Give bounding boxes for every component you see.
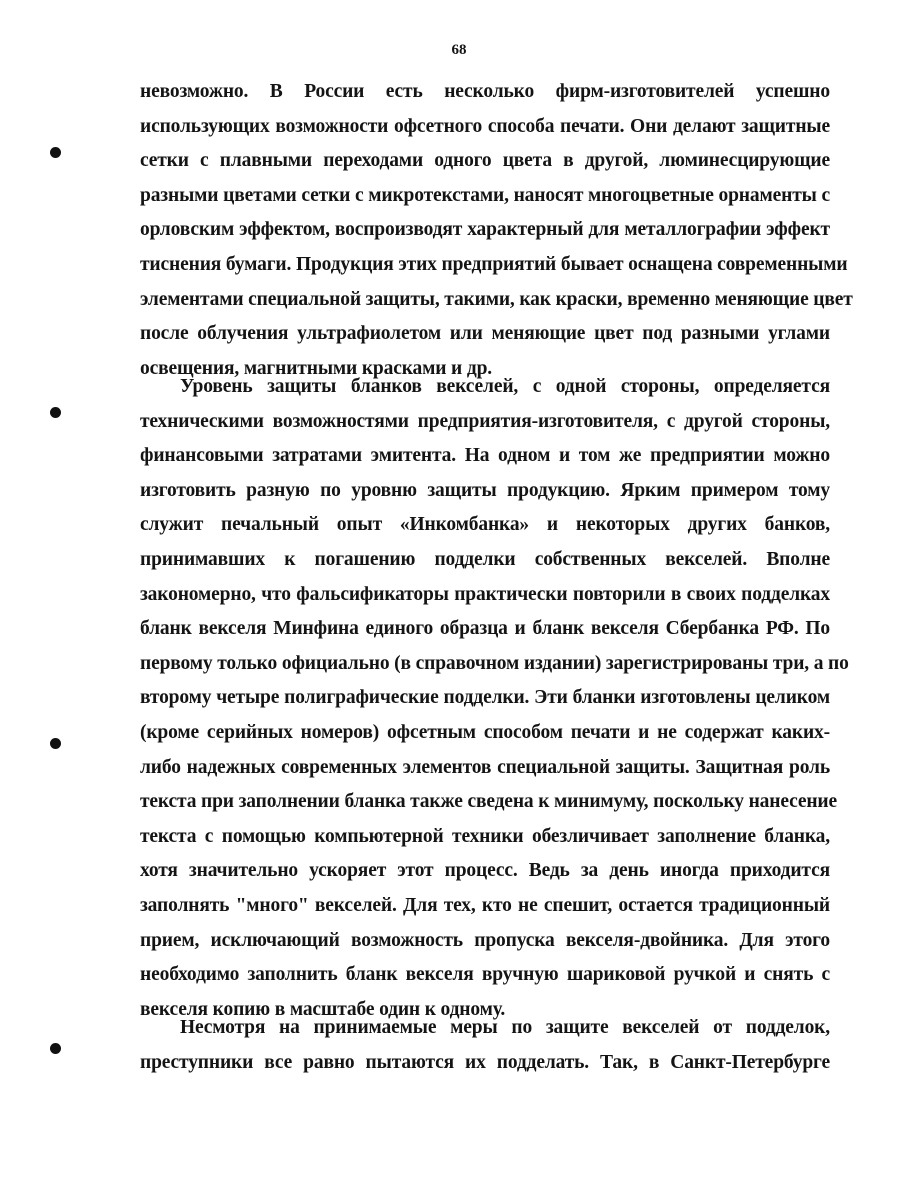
text-line: элементами специальной защиты, такими, как краски, временно меняющие цвет [140,288,853,310]
text-line: техническими возможностями предприятия-изготовителя, с другой стороны, [140,410,830,432]
binding-hole-mark [50,1043,61,1054]
text-line: тиснения бумаги. Продукция этих предприятий бывает оснащена современными [140,253,848,275]
binding-hole-mark [50,738,61,749]
text-line: (кроме серийных номеров) офсетным способом печати и не содержат каких- [140,721,830,743]
text-line: текста при заполнении бланка также сведена к минимуму, поскольку нанесение [140,791,838,813]
text-line: Несмотря на принимаемые меры по защите векселей от подделок, [180,1017,830,1038]
binding-hole-mark [50,147,61,158]
text-line: принимавших к погашению подделки собственных векселей. Вполне [140,548,830,570]
text-line: бланк векселя Минфина единого образца и бланк векселя Сбербанка РФ. По [140,618,830,640]
text-line: орловским эффектом, воспроизводят характерный для металлографии эффект [140,219,830,241]
text-line: Уровень защиты бланков векселей, с одной стороны, определяется [180,376,830,397]
text-line: освещения, магнитными красками и др. [140,357,492,379]
text-line: служит печальный опыт «Инкомбанка» и некоторых других банков, [140,514,830,536]
text-line: преступники все равно пытаются их подделать. Так, в Санкт-Петербурге [140,1051,830,1073]
text-line: заполнять "много" векселей. Для тех, кто не спешит, остается традиционный [140,894,830,916]
binding-hole-mark [50,407,61,418]
paragraph-2 [140,370,849,1027]
text-line: после облучения ультрафиолетом или меняющие цвет под разными углами [140,323,830,345]
text-line: либо надежных современных элементов специальной защиты. Защитная роль [140,756,830,778]
text-line: использующих возможности офсетного способа печати. Они делают защитные [140,115,830,137]
text-line: необходимо заполнить бланк векселя вручную шариковой ручкой и снять с [140,964,830,986]
paragraph-1 [140,75,853,386]
paragraph-3 [140,1011,830,1080]
text-line: второму четыре полиграфические подделки. Эти бланки изготовлены целиком [140,687,830,709]
text-line: закономерно, что фальсификаторы практически повторили в своих подделках [140,583,830,605]
text-line: текста с помощью компьютерной техники обезличивает заполнение бланка, [140,825,830,847]
text-line: хотя значительно ускоряет этот процесс. Ведь за день иногда приходится [140,860,830,882]
text-line: невозможно. В России есть несколько фирм-изготовителей успешно [140,81,830,102]
text-line: разными цветами сетки с микротекстами, наносят многоцветные орнаменты с [140,184,830,206]
text-line: финансовыми затратами эмитента. На одном и том же предприятии можно [140,445,830,467]
page-number: 68 [451,42,467,58]
text-line: сетки с плавными переходами одного цвета в другой, люминесцирующие [140,150,830,172]
text-line: векселя копию в масштабе один к одному. [140,998,506,1020]
text-line: первому только официально (в справочном издании) зарегистрированы три, а по [140,652,849,674]
text-line: прием, исключающий возможность пропуска векселя-двойника. Для этого [140,929,830,951]
text-line: изготовить разную по уровню защиты продукцию. Ярким примером тому [140,479,830,501]
